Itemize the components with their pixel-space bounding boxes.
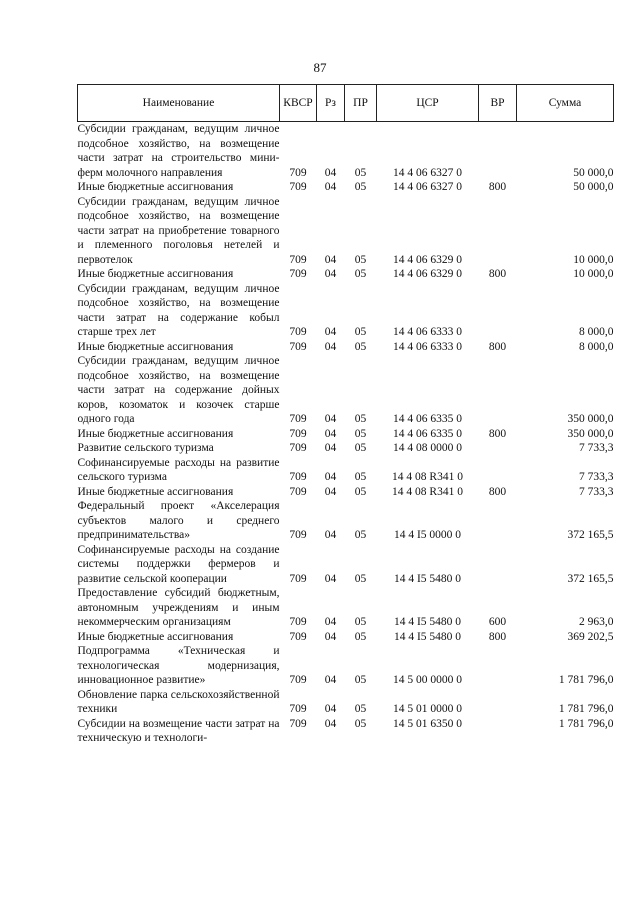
- page-number: 87: [313, 60, 327, 75]
- row-name: Иные бюджетные ассигнования: [77, 630, 234, 643]
- row-sum: 369 202,5: [567, 630, 614, 643]
- row-csr: 14 4 06 6333 0: [393, 326, 462, 338]
- header-pr: ПР: [345, 85, 377, 122]
- row-vr: 800: [488, 485, 507, 498]
- row-name: Предоставление субсидий бюджетным, автономным учреждениям и иным некоммерческим организациям: [77, 587, 280, 628]
- row-pr: 05: [354, 166, 367, 179]
- table-row: [78, 354, 614, 427]
- row-sum: 2 963,0: [579, 616, 614, 628]
- table-row: [78, 630, 614, 645]
- row-vr: [479, 122, 517, 181]
- row-rz: 04: [324, 268, 337, 280]
- row-rz: 04: [324, 616, 337, 628]
- row-vr: 800: [488, 181, 507, 193]
- row-vr: 800: [488, 268, 507, 280]
- row-pr: 05: [354, 572, 367, 585]
- row-sum: 7 733,3: [579, 471, 614, 483]
- row-kvsr: 709: [289, 485, 307, 498]
- row-pr: 05: [354, 717, 367, 730]
- row-csr: 14 4 08 R341 0: [392, 485, 463, 498]
- row-pr: 05: [354, 340, 367, 353]
- row-sum: 1 781 796,0: [558, 717, 614, 730]
- row-rz: 04: [324, 181, 337, 193]
- row-sum: 8 000,0: [579, 340, 614, 353]
- header-row: [78, 85, 614, 122]
- row-name: Иные бюджетные ассигнования: [77, 181, 234, 193]
- row-kvsr: 709: [289, 427, 307, 440]
- header-sum: Сумма: [517, 85, 614, 122]
- row-rz: 04: [324, 529, 337, 541]
- row-rz: 04: [324, 427, 337, 440]
- row-sum: 10 000,0: [573, 253, 614, 266]
- row-name: Обновление парка сельскохозяйственной техники: [77, 688, 280, 715]
- row-rz: 04: [324, 326, 337, 338]
- row-name: Иные бюджетные ассигнования: [77, 268, 234, 280]
- row-name: Софинансируемые расходы на создание системы поддержки фермеров и развитие сельской кооперации: [77, 543, 280, 585]
- row-csr: 14 4 06 6335 0: [393, 427, 462, 440]
- row-vr: [479, 354, 517, 427]
- row-vr: 800: [488, 427, 507, 440]
- table-row: [78, 717, 614, 746]
- row-rz: 04: [324, 485, 337, 498]
- row-sum: 372 165,5: [567, 572, 614, 585]
- row-csr: 14 4 I5 5480 0: [393, 572, 462, 585]
- row-vr: [479, 717, 517, 746]
- row-pr: 05: [354, 471, 367, 483]
- row-rz: 04: [324, 630, 337, 643]
- row-sum: 372 165,5: [567, 529, 614, 541]
- row-pr: 05: [354, 181, 367, 193]
- row-pr: 05: [354, 674, 367, 686]
- row-csr: 14 4 I5 5480 0: [393, 616, 462, 628]
- row-name: Субсидии на возмещение части затрат на техническую и технологи-: [77, 717, 280, 744]
- row-pr: 05: [354, 268, 367, 280]
- table-row: [78, 586, 614, 630]
- table-row: [78, 499, 614, 543]
- row-csr: 14 4 08 0000 0: [393, 442, 462, 454]
- row-name: Субсидии гражданам, ведущим личное подсобное хозяйство, на возмещение части затрат на содержание дойных коров, козоматок и козочек старше одного года: [77, 355, 280, 425]
- row-rz: 04: [324, 572, 337, 585]
- row-sum: 350 000,0: [567, 427, 614, 440]
- table-row: [78, 282, 614, 340]
- row-csr: 14 4 06 6333 0: [393, 340, 462, 353]
- row-sum: 10 000,0: [573, 268, 614, 280]
- row-sum: 50 000,0: [573, 166, 614, 179]
- row-csr: 14 4 06 6329 0: [393, 268, 462, 280]
- row-sum: 350 000,0: [567, 413, 614, 425]
- row-vr: [479, 543, 517, 587]
- row-kvsr: 709: [289, 616, 307, 628]
- row-kvsr: 709: [289, 529, 307, 541]
- row-pr: 05: [354, 427, 367, 440]
- header-rz: Рз: [317, 85, 345, 122]
- row-vr: [479, 282, 517, 340]
- table-row: [78, 456, 614, 485]
- row-csr: 14 4 06 6335 0: [393, 413, 462, 425]
- row-pr: 05: [354, 529, 367, 541]
- row-kvsr: 709: [289, 630, 307, 643]
- table-row: [78, 195, 614, 268]
- row-kvsr: 709: [289, 471, 307, 483]
- row-name: Софинансируемые расходы на развитие сельского туризма: [77, 456, 280, 483]
- row-sum: 7 733,3: [579, 442, 614, 454]
- row-vr: [479, 644, 517, 688]
- header-vr: ВР: [479, 85, 517, 122]
- table-row: [78, 427, 614, 442]
- row-csr: 14 5 01 0000 0: [393, 703, 462, 715]
- row-vr: [479, 688, 517, 717]
- row-kvsr: 709: [289, 326, 307, 338]
- row-sum: 1 781 796,0: [558, 674, 614, 686]
- row-kvsr: 709: [289, 166, 307, 179]
- budget-table: [77, 84, 614, 746]
- row-vr: 800: [488, 340, 507, 353]
- header-csr: ЦСР: [377, 85, 479, 122]
- row-rz: 04: [324, 703, 337, 715]
- row-kvsr: 709: [289, 181, 307, 193]
- row-pr: 05: [354, 630, 367, 643]
- row-name: Подпрограмма «Техническая и технологическая модернизация, инновационное развитие»: [77, 645, 280, 686]
- table-row: [78, 543, 614, 587]
- row-kvsr: 709: [289, 253, 307, 266]
- row-csr: 14 4 I5 5480 0: [393, 630, 462, 643]
- row-csr: 14 5 01 6350 0: [393, 717, 462, 730]
- row-csr: 14 4 06 6327 0: [393, 166, 462, 179]
- row-sum: 1 781 796,0: [558, 703, 614, 715]
- row-rz: 04: [324, 471, 337, 483]
- row-name: Субсидии гражданам, ведущим личное подсобное хозяйство, на возмещение части затрат на содержание кобыл старше трех лет: [77, 282, 280, 338]
- row-vr: [479, 499, 517, 543]
- row-rz: 04: [324, 413, 337, 425]
- row-pr: 05: [354, 442, 367, 454]
- row-kvsr: 709: [289, 717, 307, 730]
- header-name: Наименование: [78, 85, 280, 122]
- row-vr: [479, 456, 517, 485]
- row-kvsr: 709: [289, 703, 307, 715]
- header-kvsr: КВСР: [280, 85, 317, 122]
- row-rz: 04: [324, 442, 337, 454]
- row-csr: 14 4 06 6327 0: [393, 181, 462, 193]
- row-vr: 600: [488, 616, 507, 628]
- table-row: [78, 340, 614, 355]
- row-name: Субсидии гражданам, ведущим личное подсобное хозяйство, на возмещение части затрат на строительство мини-ферм молочного направления: [77, 123, 280, 179]
- row-kvsr: 709: [289, 442, 307, 454]
- row-pr: 05: [354, 253, 367, 266]
- row-vr: [479, 195, 517, 268]
- row-kvsr: 709: [289, 268, 307, 280]
- row-csr: 14 4 06 6329 0: [393, 253, 462, 266]
- row-name: Иные бюджетные ассигнования: [77, 485, 234, 498]
- row-sum: 7 733,3: [579, 485, 614, 498]
- row-kvsr: 709: [289, 413, 307, 425]
- row-name: Иные бюджетные ассигнования: [77, 340, 234, 353]
- row-csr: 14 5 00 0000 0: [393, 674, 462, 686]
- row-csr: 14 4 I5 0000 0: [393, 529, 462, 541]
- row-vr: [479, 441, 517, 456]
- row-kvsr: 709: [289, 674, 307, 686]
- row-pr: 05: [354, 413, 367, 425]
- row-kvsr: 709: [289, 572, 307, 585]
- row-pr: 05: [354, 703, 367, 715]
- row-pr: 05: [354, 485, 367, 498]
- row-name: Субсидии гражданам, ведущим личное подсобное хозяйство, на возмещение части затрат на приобретение товарного и племенного поголовья нетелей и первотелок: [77, 195, 280, 266]
- row-rz: 04: [324, 166, 337, 179]
- row-vr: 800: [488, 630, 507, 643]
- table-row: [78, 688, 614, 717]
- row-name: Развитие сельского туризма: [77, 442, 214, 454]
- row-name: Иные бюджетные ассигнования: [77, 427, 234, 440]
- row-rz: 04: [324, 674, 337, 686]
- row-name: Федеральный проект «Акселерация субъектов малого и среднего предпринимательства»: [77, 500, 280, 541]
- row-kvsr: 709: [289, 340, 307, 353]
- row-rz: 04: [324, 340, 337, 353]
- row-rz: 04: [324, 717, 337, 730]
- row-pr: 05: [354, 616, 367, 628]
- table-row: [78, 122, 614, 181]
- row-rz: 04: [324, 253, 337, 266]
- table-row: [78, 180, 614, 195]
- row-csr: 14 4 08 R341 0: [392, 471, 463, 483]
- row-sum: 50 000,0: [573, 181, 614, 193]
- table-row: [78, 441, 614, 456]
- table-row: [78, 644, 614, 688]
- table-row: [78, 267, 614, 282]
- row-sum: 8 000,0: [579, 326, 614, 338]
- table-row: [78, 485, 614, 500]
- row-pr: 05: [354, 326, 367, 338]
